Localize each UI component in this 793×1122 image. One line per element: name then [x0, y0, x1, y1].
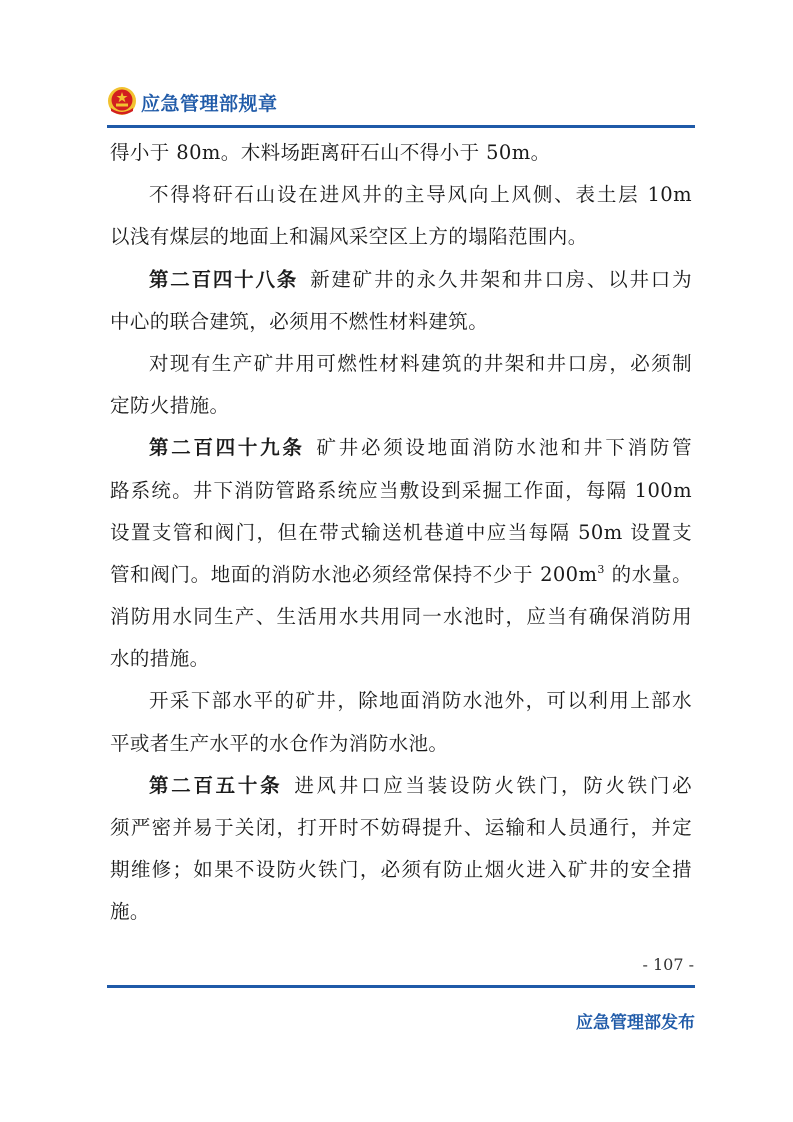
footer-publisher: 应急管理部发布	[576, 1013, 695, 1033]
text-line: 进风井口应当装设防火铁门，防火铁门必	[294, 773, 692, 797]
text-line: 定防火措施。	[110, 394, 230, 418]
article-249-line	[110, 427, 692, 469]
text-line: 新建矿井的永久井架和井口房、以井口为	[310, 267, 692, 291]
text-segment: 的水量。	[604, 562, 692, 586]
text-line: 路系统。井下消防管路系统应当敷设到采掘工作面，每隔 100m	[110, 478, 692, 502]
header-title: 应急管理部规章	[141, 93, 278, 115]
superscript: 3	[597, 562, 605, 576]
text-line: 得小于 80m。木料场距离矸石山不得小于 50m。	[110, 141, 551, 164]
text-line: 以浅有煤层的地面上和漏风采空区上方的塌陷范围内。	[110, 225, 588, 249]
text-line: 中心的联合建筑，必须用不燃性材料建筑。	[110, 309, 489, 333]
article-250-line	[110, 765, 692, 807]
text-line: 设置支管和阀门，但在带式输送机巷道中应当每隔 50m 设置支	[110, 520, 692, 544]
article-248-line	[110, 259, 692, 301]
text-line: 对现有生产矿井用可燃性材料建筑的井架和井口房，必须制	[149, 351, 692, 375]
text-line: 施。	[110, 900, 150, 924]
text-line: 消防用水同生产、生活用水共用同一水池时，应当有确保消防用	[110, 605, 692, 629]
text-line	[110, 554, 692, 596]
article-249-heading: 第二百四十九条	[149, 436, 305, 460]
page-header	[107, 84, 695, 128]
text-line: 平或者生产水平的水仓作为消防水池。	[110, 731, 449, 755]
text-line: 须严密并易于关闭，打开时不妨碍提升、运输和人员通行，并定	[110, 816, 692, 839]
page-number: - 107 -	[642, 955, 694, 974]
article-248-heading: 第二百四十八条	[149, 267, 299, 291]
footer-divider	[107, 985, 695, 988]
text-line: 不得将矸石山设在进风井的主导风向上风侧、表土层 10m	[149, 183, 692, 207]
national-emblem-icon	[107, 86, 137, 116]
header-divider	[107, 125, 695, 128]
text-line: 期维修；如果不设防火铁门，必须有防止烟火进入矿井的安全措	[110, 858, 692, 882]
document-body	[110, 132, 692, 934]
text-line: 开采下部水平的矿井，除地面消防水池外，可以利用上部水	[149, 689, 692, 713]
text-line: 矿井必须设地面消防水池和井下消防管	[316, 436, 692, 460]
text-line: 水的措施。	[110, 647, 210, 671]
article-250-heading: 第二百五十条	[149, 773, 283, 797]
text-segment: 管和阀门。地面的消防水池必须经常保持不少于 200m	[110, 562, 598, 586]
